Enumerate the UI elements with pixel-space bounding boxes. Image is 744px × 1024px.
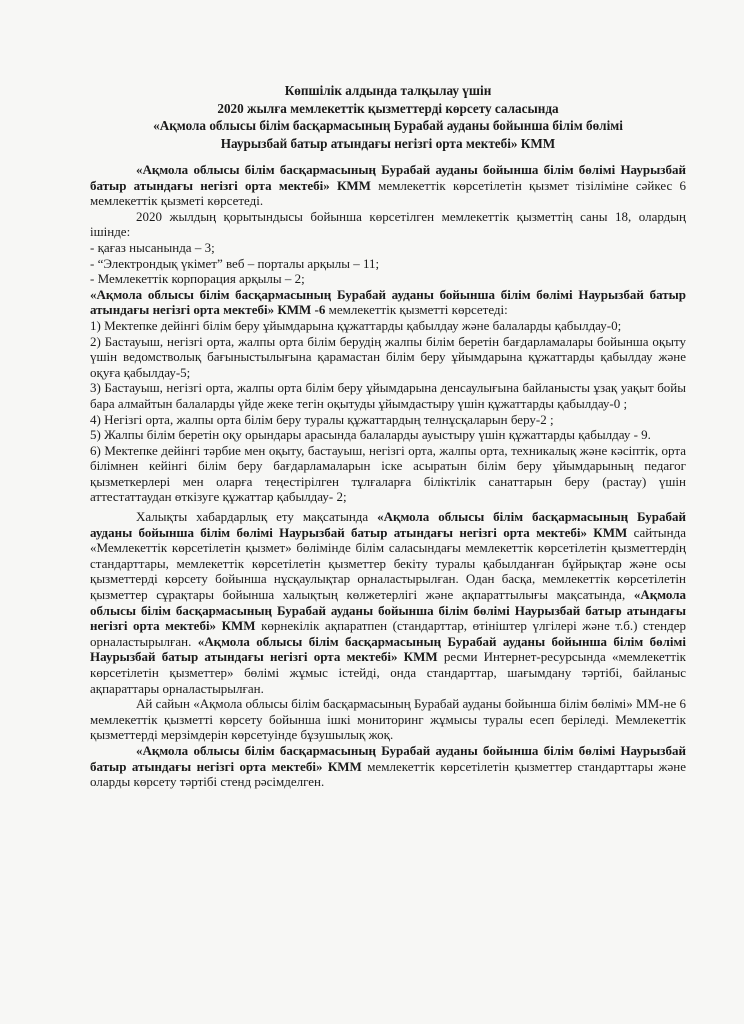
service-item: 5) Жалпы білім беретін оқу орындары арасында балаларды ауыстыру үшін құжаттарды қабылдау - 9.: [90, 427, 651, 443]
org-name-count: «Ақмола облысы білім басқармасының Бурабай ауданы бойынша білім бөлімі Наурызбай батыр атындағы негізгі орта мектебі» КММ -6: [90, 286, 686, 318]
intro-text: мемлекеттік көрсетілетін қызмет тізіліміне сәйкес 6 мемлекеттік қызметі көрсетеді.: [90, 177, 686, 209]
header-line-1: Көпшілік алдында талқылау үшін: [284, 83, 492, 98]
monitoring-paragraph: Ай сайын «Ақмола облысы білім басқармасының Бурабай ауданы бойынша білім бөлімі» ММ-не 6 мемлекеттік қызметті көрсету бойынша ішкі мониторинг жұмысы туралы есеп беріледі. Мемлекеттік қызметтерді мерзімдерін көрсетуінде бұзушылық жоқ.: [90, 696, 686, 743]
info-paragraph: Халықты хабардарлық ету мақсатында «Ақмола облысы білім басқармасының Бурабай ауданы бойынша білім бөлімі Наурызбай батыр атындағы негізгі орта мектебі» КММ сайтында «Мемлекеттік көрсетілетін қызмет» бөлімінде білім саласындағы мемлекеттік көрсетілетін қызметтердің стандарттары, мемлекеттік көрсетілетін қызметтер бекіту туралы қабылданған бұйрықтар және осы қызметтерді көрсету бойынша нұсқаулықтар орналастырылған. Одан басқа, мемлекеттік көрсетілетін қызметтер сұрақтары бойынша халықтың көлжетерлігі және ақпараттылығы мақсатында, «Ақмола облысы білім басқармасының Бурабай ауданы бойынша білім бөлімі Наурызбай батыр атындағы негізгі орта мектебі» КММ көрнекілік ақпаратпен (стандарттар, өтініштер үлгілері және т.б.) стендер орналастырылған. «Ақмола облысы білім басқармасының Бурабай ауданы бойынша білім бөлімі Наурызбай батыр атындағы негізгі орта мектебі» КММ ресми Интернет-ресурсында «мемлекеттік көрсетілетін қызметтер» бөлімі жұмыс істейді, онда стандарттар, шағымдану тәртібі, байланыс ақпараттары орналастырылған.: [90, 509, 687, 696]
channel-item: - “Электрондық үкімет” веб – порталы арқылы – 11;: [90, 255, 380, 271]
services-lead: «Ақмола облысы білім басқармасының Бурабай ауданы бойынша білім бөлімі Наурызбай батыр атындағы негізгі орта мектебі» КММ -6 мемлекеттік қызметті көрсетеді:: [90, 286, 686, 318]
org-name: «Ақмола облысы білім басқармасының Бурабай ауданы бойынша білім бөлімі Наурызбай батыр атындағы негізгі орта мектебі» КММ: [90, 742, 686, 774]
service-item: 1) Мектепке дейінгі білім беру ұйымдарына құжаттарды қабылдау және балаларды қабылдау-0;: [90, 317, 622, 333]
final-paragraph: «Ақмола облысы білім басқармасының Бурабай ауданы бойынша білім бөлімі Наурызбай батыр атындағы негізгі орта мектебі» КММ мемлекеттік көрсетілетін қызметтер стандарттары және оларды көрсету тәртібі стенд рәсімделген.: [90, 742, 686, 790]
header-line-3: «Ақмола облысы білім басқармасының Бурабай ауданы бойынша білім бөлімі: [153, 118, 623, 133]
org-name: «Ақмола облысы білім басқармасының Бурабай ауданы бойынша білім бөлімі Наурызбай батыр атындағы негізгі орта мектебі» КММ: [90, 509, 686, 540]
service-item: 3) Бастауыш, негізгі орта, жалпы орта білім беру ұйымдарына денсаулығына байланысты ұзақ уақыт бойы бара алмайтын балаларды үйде жеке тегін оқытуды ұйымдастыру үшін құжаттарды қабылдау-0 ;: [90, 380, 686, 411]
channel-item: - Мемлекеттік корпорация арқылы – 2;: [90, 271, 305, 287]
intro-paragraph: [90, 162, 686, 209]
service-item: 4) Негізгі орта, жалпы орта білім беру туралы құжаттардың телнұсқаларын беру-2 ;: [90, 411, 554, 427]
org-name: «Ақмола облысы білім басқармасының Бурабай ауданы бойынша білім бөлімі Наурызбай батыр атындағы негізгі орта мектебі» КММ: [90, 587, 686, 634]
header-line-4: Наурызбай батыр атындағы негізгі орта мектебі» КММ: [220, 135, 556, 151]
channel-item: - қағаз нысанында – 3;: [90, 239, 215, 255]
document-header: [90, 82, 686, 152]
org-name: «Ақмола облысы білім басқармасының Бурабай ауданы бойынша білім бөлімі Наурызбай батыр атындағы негізгі орта мектебі» КММ: [90, 162, 686, 193]
org-name: «Ақмола облысы білім басқармасының Бурабай ауданы бойынша білім бөлімі Наурызбай батыр атындағы негізгі орта мектебі» КММ: [90, 633, 686, 665]
header-line-2: 2020 жылға мемлекеттік қызметтерді көрсету саласында: [217, 100, 559, 116]
total-paragraph: 2020 жылдың қорытындысы бойынша көрсетілген мемлекеттік қызметтің саны 18, олардың ішінде:: [90, 208, 686, 240]
channel-list: [90, 240, 686, 287]
service-item: 6) Мектепке дейінгі тәрбие мен оқыту, бастауыш, негізгі орта, жалпы орта, техникалық және кәсіптік, орта білімнен кейінгі білім беру бағдарламаларын іске асыратын білім беру ұйымдарының педагог қызметкерлері мен оларға теңестірілген тұлғаларға біліктілік санаттарын беру (растау) үшін аттестаттаудан өткізуге құжаттар қабылдау- 2;: [90, 442, 686, 505]
service-item: 2) Бастауыш, негізгі орта, жалпы орта білім берудің жалпы білім беретін бағдарламалары бойынша оқыту үшін ведомстволық бағыныстылығына қарамастан білім беру ұйымдарына құжаттарды қабылдау және оқуға қабылдау-5;: [90, 333, 686, 380]
